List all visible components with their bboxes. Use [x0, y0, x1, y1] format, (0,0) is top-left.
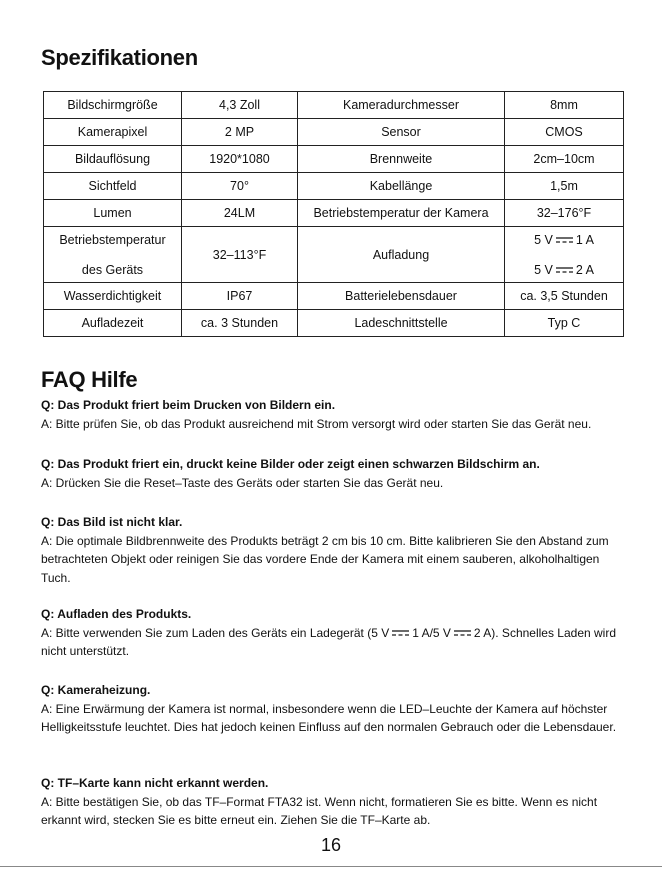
spec-value: IP67 — [182, 283, 298, 310]
spec-value: 24LM — [182, 200, 298, 227]
spec-label-line2: des Geräts — [81, 262, 144, 277]
faq-answer — [41, 624, 626, 661]
page-number: 16 — [320, 835, 342, 855]
table-row — [44, 283, 624, 310]
spec-value: 2 MP — [182, 119, 298, 146]
table-row — [44, 146, 624, 173]
faq-answer: A: Eine Erwärmung der Kamera ist normal, insbesondere wenn die LED–Leuchte der Kamera auf höchster Helligkeitsstufe leuchtet. Dies hat jedoch keinen Einfluss auf den normalen Gebrauch oder die Lebensdauer. — [41, 701, 617, 734]
table-row — [44, 227, 624, 283]
faq-answer: A: Drücken Sie die Reset–Taste des Geräts oder starten Sie das Gerät neu. — [41, 475, 444, 490]
faq-question: Q: Aufladen des Produkts. — [41, 607, 192, 621]
dc-current-icon — [454, 629, 471, 637]
spec-label: Brennweite — [298, 146, 505, 173]
dc-current-icon — [392, 629, 409, 637]
spec-value: 1,5m — [505, 173, 624, 200]
faq-question: Q: Das Produkt friert beim Drucken von Bildern ein. — [41, 398, 336, 412]
charge-spec-line2 — [507, 263, 621, 277]
faq-item — [41, 513, 626, 587]
spec-label: Kabellänge — [298, 173, 505, 200]
spec-title: Spezifikationen — [41, 45, 198, 70]
spec-value: 1920*1080 — [182, 146, 298, 173]
faq-answer-text: 1 A/5 V — [412, 625, 451, 640]
charge-current: 2 A — [575, 262, 594, 277]
faq-item — [41, 681, 626, 737]
faq-question: Q: TF–Karte kann nicht erkannt werden. — [41, 776, 269, 790]
faq-answer-text: A: Bitte verwenden Sie zum Laden des Geräts ein Ladegerät (5 V — [41, 625, 390, 640]
dc-current-icon — [556, 266, 573, 274]
spec-label: Wasserdichtigkeit — [44, 283, 182, 310]
spec-value: ca. 3,5 Stunden — [505, 283, 624, 310]
table-row — [44, 92, 624, 119]
spec-label-line1: Betriebstemperatur — [59, 232, 166, 247]
spec-value: 4,3 Zoll — [182, 92, 298, 119]
spec-label: Aufladezeit — [44, 310, 182, 337]
spec-label: Kameradurchmesser — [298, 92, 505, 119]
spec-label-merged — [44, 227, 182, 283]
faq-answer: A: Bitte bestätigen Sie, ob das TF–Format FTA32 ist. Wenn nicht, formatieren Sie es bitte. Wenn es nicht erkannt wird, stecken Sie es bitte erneut ein. Ziehen Sie die TF–Karte ab. — [41, 794, 598, 827]
spec-label: Sichtfeld — [44, 173, 182, 200]
spec-value: 2cm–10cm — [505, 146, 624, 173]
faq-question: Q: Das Bild ist nicht klar. — [41, 515, 183, 529]
spec-label: Aufladung — [298, 227, 505, 283]
spec-table — [43, 91, 624, 337]
table-row — [44, 173, 624, 200]
charge-voltage: 5 V — [534, 262, 553, 277]
spec-label: Lumen — [44, 200, 182, 227]
spec-label: Bildauflösung — [44, 146, 182, 173]
spec-value: 32–176°F — [505, 200, 624, 227]
faq-question: Q: Kameraheizung. — [41, 683, 151, 697]
spec-value: CMOS — [505, 119, 624, 146]
faq-title: FAQ Hilfe — [41, 367, 138, 392]
spec-label: Ladeschnittstelle — [298, 310, 505, 337]
spec-value: 32–113°F — [182, 227, 298, 283]
faq-item — [41, 605, 626, 661]
spec-label: Kamerapixel — [44, 119, 182, 146]
spec-value: ca. 3 Stunden — [182, 310, 298, 337]
spec-value-charging — [505, 227, 624, 283]
faq-item — [41, 774, 626, 830]
table-row — [44, 200, 624, 227]
spec-value: Typ C — [505, 310, 624, 337]
faq-item — [41, 396, 626, 433]
charge-current: 1 A — [575, 232, 594, 247]
bottom-divider — [0, 866, 662, 867]
dc-current-icon — [556, 236, 573, 244]
spec-value: 8mm — [505, 92, 624, 119]
charge-spec-line1 — [507, 233, 621, 247]
charge-voltage: 5 V — [534, 232, 553, 247]
faq-item — [41, 455, 626, 492]
spec-value: 70° — [182, 173, 298, 200]
spec-label: Bildschirmgröße — [44, 92, 182, 119]
faq-answer-text: 2 A). Schnelles Laden wird nicht unterstützt. — [41, 625, 617, 658]
table-row — [44, 310, 624, 337]
faq-answer: A: Bitte prüfen Sie, ob das Produkt ausreichend mit Strom versorgt wird oder starten Sie das Gerät neu. — [41, 416, 592, 431]
table-row — [44, 119, 624, 146]
spec-label: Betriebstemperatur der Kamera — [298, 200, 505, 227]
spec-label: Batterielebensdauer — [298, 283, 505, 310]
spec-label: Sensor — [298, 119, 505, 146]
faq-question: Q: Das Produkt friert ein, druckt keine Bilder oder zeigt einen schwarzen Bildschirm an. — [41, 457, 540, 471]
faq-answer: A: Die optimale Bildbrennweite des Produkts beträgt 2 cm bis 10 cm. Bitte kalibrieren Sie den Abstand zum betrachteten Objekt oder reinigen Sie das vordere Ende der Kamera mit einem sauberen, alkoholhaltigen Tuch. — [41, 533, 609, 585]
